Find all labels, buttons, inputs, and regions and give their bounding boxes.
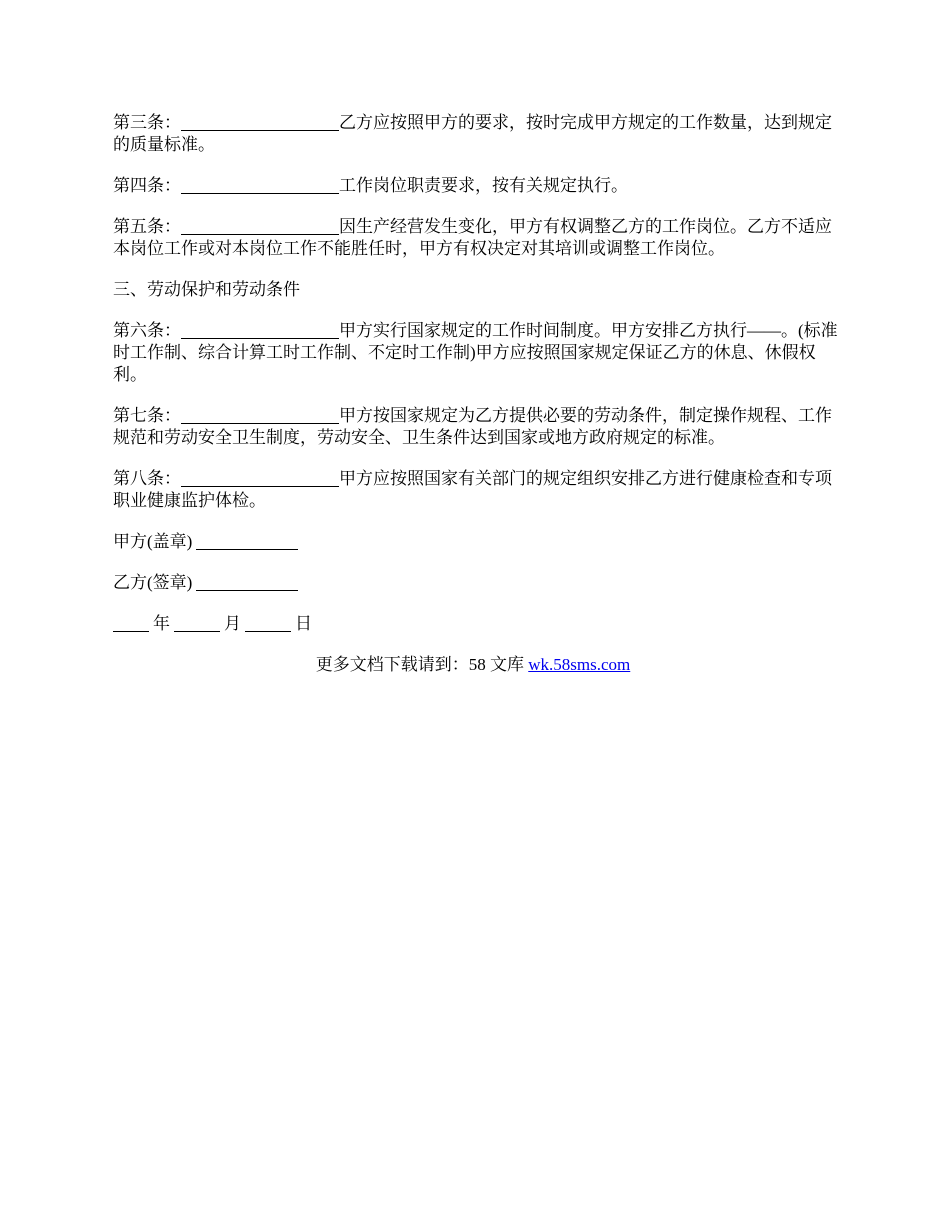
article-text: 乙方应按照甲方的要求，按时完成甲方规定的工作数量，达到规定的质量标准。 xyxy=(113,113,832,154)
article-4 xyxy=(113,175,843,197)
article-5 xyxy=(113,216,843,260)
signature-blank xyxy=(196,532,298,550)
party-b-label: 乙方(签章) xyxy=(113,573,193,592)
footer-link[interactable]: wk.58sms.com xyxy=(528,655,631,674)
footer-text: 更多文档下载请到：58 文库 xyxy=(315,655,529,674)
article-text: 工作岗位职责要求，按有关规定执行。 xyxy=(339,176,628,195)
year-label: 年 xyxy=(153,614,170,633)
article-7 xyxy=(113,405,843,449)
article-label: 第七条： xyxy=(113,406,181,425)
article-3 xyxy=(113,112,843,156)
section-heading: 三、劳动保护和劳动条件 xyxy=(113,280,300,299)
fill-blank xyxy=(181,469,339,487)
article-text: 甲方应按照国家有关部门的规定组织安排乙方进行健康检查和专项职业健康监护体检。 xyxy=(113,469,832,510)
article-text: 甲方按国家规定为乙方提供必要的劳动条件，制定操作规程、工作规范和劳动安全卫生制度，劳动安全、卫生条件达到国家或地方政府规定的标准。 xyxy=(113,406,832,447)
article-label: 第五条： xyxy=(113,217,181,236)
day-label: 日 xyxy=(295,614,312,633)
fill-blank xyxy=(181,176,339,194)
article-text: 甲方实行国家规定的工作时间制度。甲方安排乙方执行——。(标准时工作制、综合计算工时工作制、不定时工作制)甲方应按照国家规定保证乙方的休息、休假权利。 xyxy=(113,321,838,384)
article-8 xyxy=(113,468,843,512)
month-label: 月 xyxy=(224,614,241,633)
signature-blank xyxy=(196,573,298,591)
day-blank xyxy=(245,614,291,632)
article-text: 因生产经营发生变化，甲方有权调整乙方的工作岗位。乙方不适应本岗位工作或对本岗位工作不能胜任时，甲方有权决定对其培训或调整工作岗位。 xyxy=(113,217,832,258)
article-label: 第三条： xyxy=(113,113,181,132)
footer xyxy=(0,654,948,676)
year-blank xyxy=(113,614,149,632)
article-label: 第六条： xyxy=(113,321,181,340)
date-line xyxy=(113,613,843,635)
article-label: 第四条： xyxy=(113,176,181,195)
fill-blank xyxy=(181,217,339,235)
signature-party-b xyxy=(113,572,843,594)
signature-party-a xyxy=(113,531,843,553)
fill-blank xyxy=(181,113,339,131)
fill-blank xyxy=(181,321,339,339)
document-page xyxy=(113,112,843,695)
fill-blank xyxy=(181,406,339,424)
article-label: 第八条： xyxy=(113,469,181,488)
article-6 xyxy=(113,320,843,386)
month-blank xyxy=(174,614,220,632)
party-a-label: 甲方(盖章) xyxy=(113,532,193,551)
